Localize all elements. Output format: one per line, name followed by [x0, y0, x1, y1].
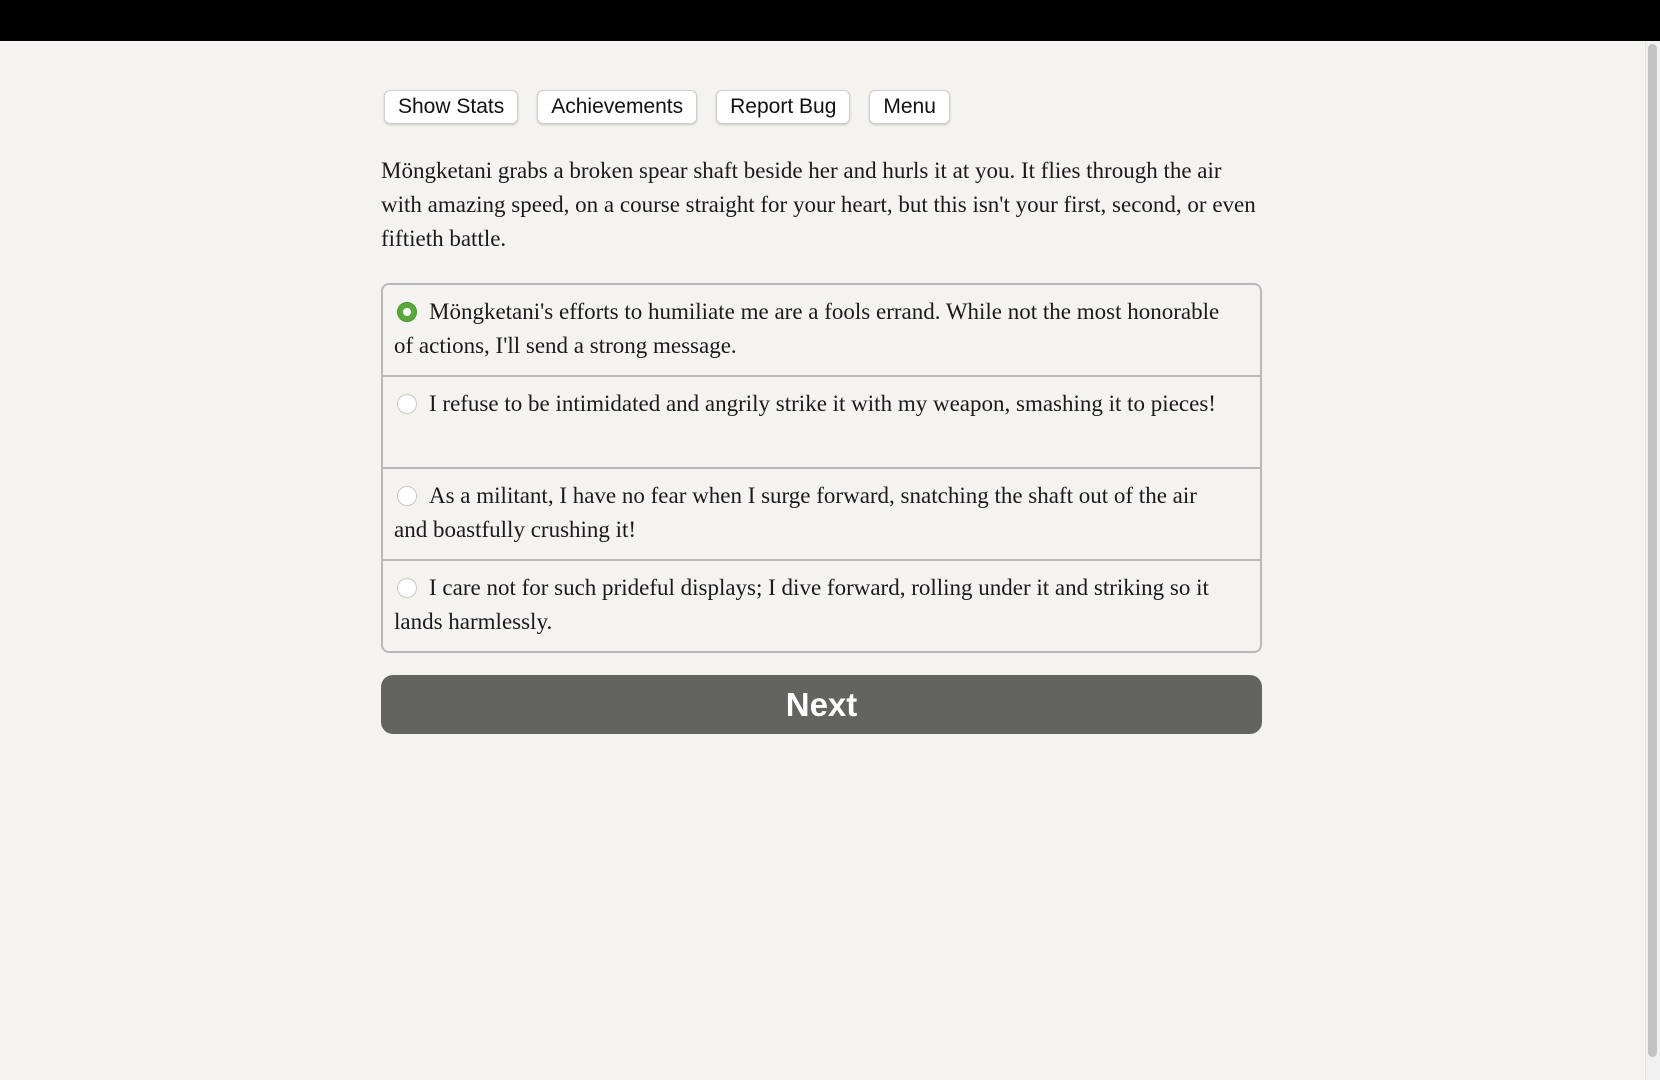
radio-selected-icon[interactable]: [397, 302, 417, 322]
choice-option-1[interactable]: [383, 285, 1260, 375]
show-stats-button[interactable]: Show Stats: [384, 90, 518, 124]
choice-option-4[interactable]: [383, 559, 1260, 651]
choice-label: I care not for such prideful displays; I dive forward, rolling under it and striking so it lands harmlessly.: [394, 575, 1209, 634]
story-text: Möngketani grabs a broken spear shaft beside her and hurls it at you. It flies through the air with amazing speed, on a course straight for your heart, but this isn't your first, second, or even fiftieth battle.: [381, 158, 1256, 251]
choice-option-2[interactable]: [383, 375, 1260, 467]
radio-unselected-icon[interactable]: [397, 394, 417, 414]
choice-list: [381, 283, 1262, 653]
top-bar: [0, 0, 1660, 41]
choice-label: Möngketani's efforts to humiliate me are a fools errand. While not the most honorable of actions, I'll send a strong message.: [394, 299, 1220, 358]
radio-unselected-icon[interactable]: [397, 578, 417, 598]
achievements-button[interactable]: Achievements: [537, 90, 697, 124]
choice-label: As a militant, I have no fear when I surge forward, snatching the shaft out of the air and boastfully crushing it!: [394, 483, 1197, 542]
next-button[interactable]: Next: [381, 675, 1262, 734]
choice-label: I refuse to be intimidated and angrily strike it with my weapon, smashing it to pieces!: [429, 391, 1216, 416]
radio-unselected-icon[interactable]: [397, 486, 417, 506]
game-container: [381, 90, 1262, 734]
report-bug-button[interactable]: Report Bug: [716, 90, 850, 124]
vertical-scrollbar[interactable]: [1645, 41, 1660, 1080]
toolbar: [381, 90, 1262, 124]
menu-button[interactable]: Menu: [869, 90, 950, 124]
choice-option-3[interactable]: [383, 467, 1260, 559]
scrollbar-thumb[interactable]: [1648, 44, 1657, 1057]
